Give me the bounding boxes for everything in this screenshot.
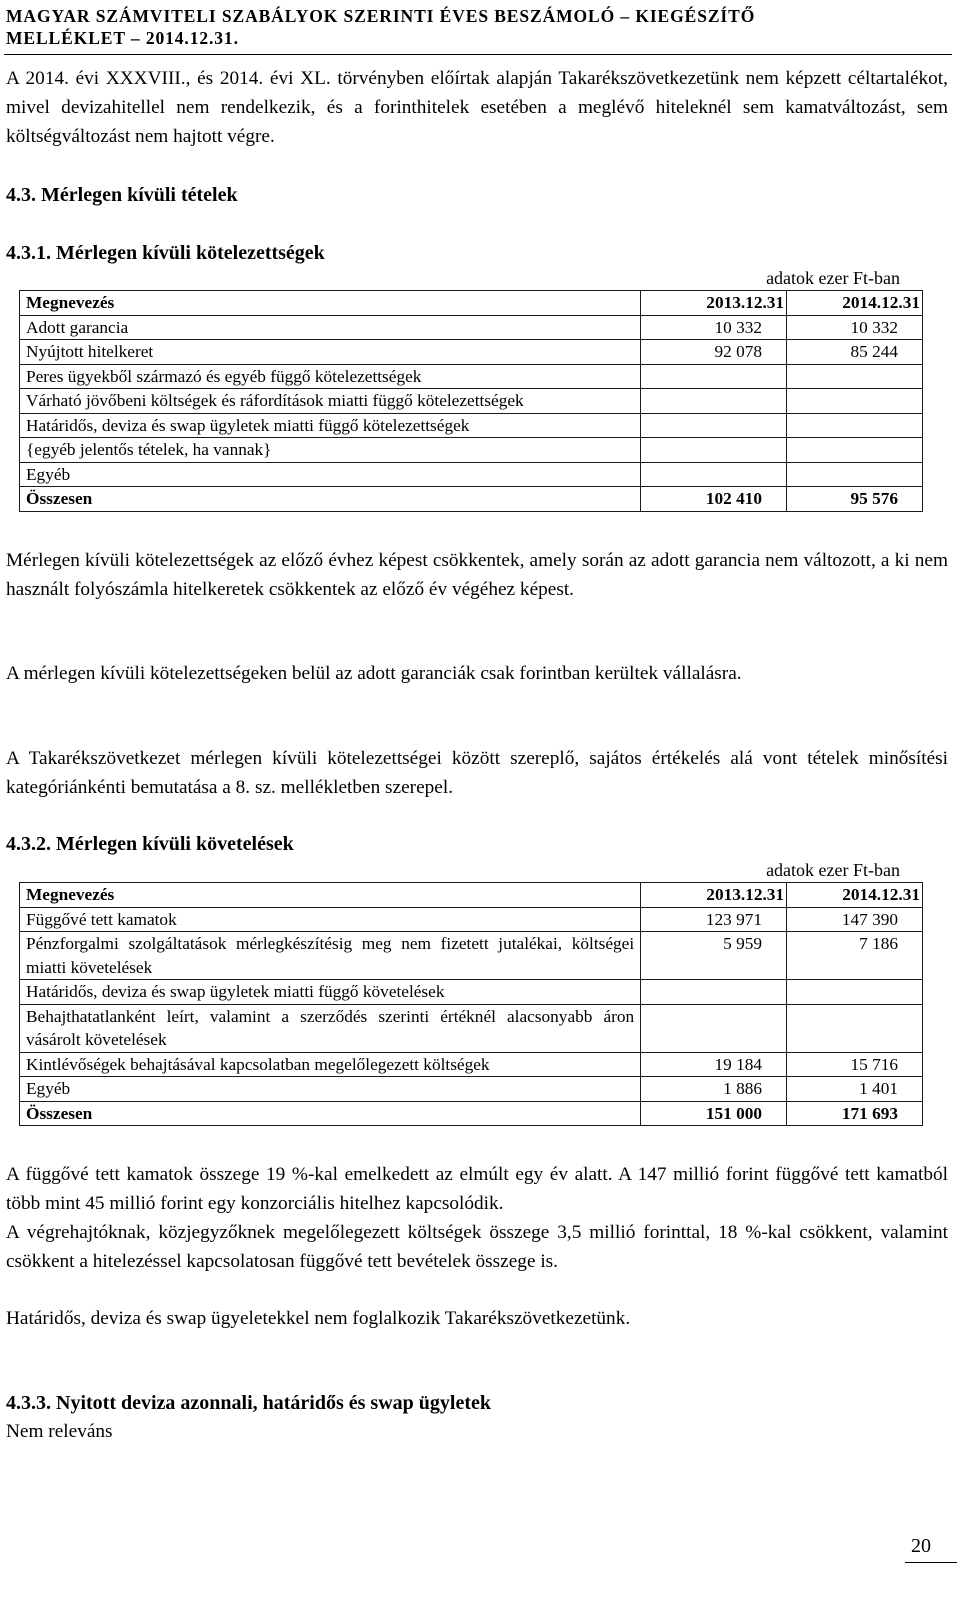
row-label: Határidős, deviza és swap ügyletek miatti függő kötelezettségek [20, 413, 641, 438]
value-2013 [641, 389, 787, 414]
value-2014 [787, 364, 923, 389]
row-label: Egyéb [20, 462, 641, 487]
column-header-2014: 2014.12.31 [787, 883, 923, 908]
off-balance-obligations-table [19, 290, 923, 512]
section-heading-4-3-2: 4.3.2. Mérlegen kívüli követelések [6, 833, 294, 855]
total-2014: 171 693 [787, 1101, 923, 1126]
value-2013 [641, 413, 787, 438]
column-header-2014: 2014.12.31 [787, 291, 923, 316]
row-label: Nyújtott hitelkeret [20, 340, 641, 365]
row-label: Kintlévőségek behajtásával kapcsolatban megelőlegezett költségek [20, 1052, 641, 1077]
header-divider [4, 54, 952, 55]
value-2013 [641, 438, 787, 463]
section-heading-4-3: 4.3. Mérlegen kívüli tételek [6, 184, 238, 206]
header-line-2: MELLÉKLET – 2014.12.31. [6, 28, 239, 48]
row-label: Peres ügyekből származó és egyéb függő kötelezettségek [20, 364, 641, 389]
total-2014: 95 576 [787, 487, 923, 512]
table-row [20, 980, 923, 1005]
value-2014: 7 186 [787, 932, 923, 980]
row-label: Határidős, deviza és swap ügyletek miatti függő követelések [20, 980, 641, 1005]
section-heading-4-3-3: 4.3.3. Nyitott deviza azonnali, határidős és swap ügyletek [6, 1392, 491, 1414]
value-2013: 19 184 [641, 1052, 787, 1077]
value-2014: 1 401 [787, 1077, 923, 1102]
claims-paragraph-2: A végrehajtóknak, közjegyzőknek megelőlegezett költségek összege 3,5 millió forinttal, 18 %-kal csökkent, valamint csökkent a hitelezéssel kapcsolatosan függővé tett bevételek összege is. [6, 1222, 948, 1272]
off-balance-claims-table [19, 882, 923, 1126]
value-2013: 10 332 [641, 315, 787, 340]
footer-divider [905, 1562, 957, 1563]
table-row [20, 1052, 923, 1077]
table1-unit-note: adatok ezer Ft-ban [766, 268, 900, 288]
total-2013: 102 410 [641, 487, 787, 512]
table-row [20, 389, 923, 414]
table-row [20, 340, 923, 365]
total-2013: 151 000 [641, 1101, 787, 1126]
column-header-name: Megnevezés [20, 883, 641, 908]
column-header-name: Megnevezés [20, 291, 641, 316]
value-2014: 15 716 [787, 1052, 923, 1077]
table-row [20, 1077, 923, 1102]
value-2014: 85 244 [787, 340, 923, 365]
row-label: Adott garancia [20, 315, 641, 340]
section-heading-4-3-1: 4.3.1. Mérlegen kívüli kötelezettségek [6, 242, 325, 264]
value-2014 [787, 1004, 923, 1052]
total-label: Összesen [20, 487, 641, 512]
table-total-row [20, 1101, 923, 1126]
table-row [20, 438, 923, 463]
value-2013 [641, 1004, 787, 1052]
value-2014 [787, 462, 923, 487]
value-2013: 1 886 [641, 1077, 787, 1102]
row-label: Várható jövőbeni költségek és ráfordítások miatti függő kötelezettségek [20, 389, 641, 414]
header-line-1: MAGYAR SZÁMVITELI SZABÁLYOK SZERINTI ÉVES BESZÁMOLÓ – KIEGÉSZÍTŐ [6, 6, 756, 26]
intro-paragraph: A 2014. évi XXXVIII., és 2014. évi XL. törvényben előírtak alapján Takarékszövetkezetünk nem képzett céltartalékot, mivel devizahitellel nem rendelkezik, és a forinthitelek esetében a meglévő hiteleknél sem kamatváltozást, sem költségváltozást nem hajtott végre. [6, 68, 948, 147]
table-row [20, 462, 923, 487]
value-2013 [641, 462, 787, 487]
value-2013: 123 971 [641, 907, 787, 932]
document-header [6, 5, 946, 49]
table-header-row [20, 291, 923, 316]
row-label: Behajthatatlanként leírt, valamint a szerződés szerinti értéknél alacsonyabb áron vásárolt követelések [20, 1004, 641, 1052]
total-label: Összesen [20, 1101, 641, 1126]
table-row [20, 932, 923, 980]
value-2013: 5 959 [641, 932, 787, 980]
claims-paragraph-1: A függővé tett kamatok összege 19 %-kal emelkedett az elmúlt egy év alatt. A 147 millió forint függővé tett kamatból több mint 45 millió forint egy konzorciális hitelhez kapcsolódik. [6, 1164, 948, 1214]
table-row [20, 315, 923, 340]
row-label: {egyéb jelentős tételek, ha vannak} [20, 438, 641, 463]
value-2014: 147 390 [787, 907, 923, 932]
obligations-paragraph-3: A Takarékszövetkezet mérlegen kívüli kötelezettségei között szereplő, sajátos értékelés alá vont tételek minősítési kategóriánkénti bemutatása a 8. sz. mellékletben szerepel. [6, 748, 948, 798]
table-total-row [20, 487, 923, 512]
value-2014: 10 332 [787, 315, 923, 340]
page-number: 20 [911, 1535, 931, 1557]
table-header-row [20, 883, 923, 908]
obligations-paragraph-1: Mérlegen kívüli kötelezettségek az előző évhez képest csökkentek, amely során az adott garancia nem változott, a ki nem használt folyószámla hitelkeretek csökkentek az előző év végéhez képest. [6, 550, 948, 600]
obligations-paragraph-2: A mérlegen kívüli kötelezettségeken belül az adott garanciák csak forintban kerültek vállalásra. [6, 663, 742, 684]
table-row [20, 1004, 923, 1052]
table2-unit-note: adatok ezer Ft-ban [766, 860, 900, 880]
value-2013 [641, 980, 787, 1005]
row-label: Függővé tett kamatok [20, 907, 641, 932]
table-row [20, 364, 923, 389]
column-header-2013: 2013.12.31 [641, 291, 787, 316]
column-header-2013: 2013.12.31 [641, 883, 787, 908]
value-2014 [787, 389, 923, 414]
value-2014 [787, 980, 923, 1005]
value-2013: 92 078 [641, 340, 787, 365]
table-row [20, 413, 923, 438]
section-4-3-3-text: Nem releváns [6, 1421, 113, 1442]
row-label: Egyéb [20, 1077, 641, 1102]
claims-paragraph-3: Határidős, deviza és swap ügyeletekkel nem foglalkozik Takarékszövetkezetünk. [6, 1308, 631, 1329]
table-row [20, 907, 923, 932]
value-2013 [641, 364, 787, 389]
value-2014 [787, 413, 923, 438]
row-label: Pénzforgalmi szolgáltatások mérlegkészítésig meg nem fizetett jutalékai, költségei miatti követelések [20, 932, 641, 980]
value-2014 [787, 438, 923, 463]
